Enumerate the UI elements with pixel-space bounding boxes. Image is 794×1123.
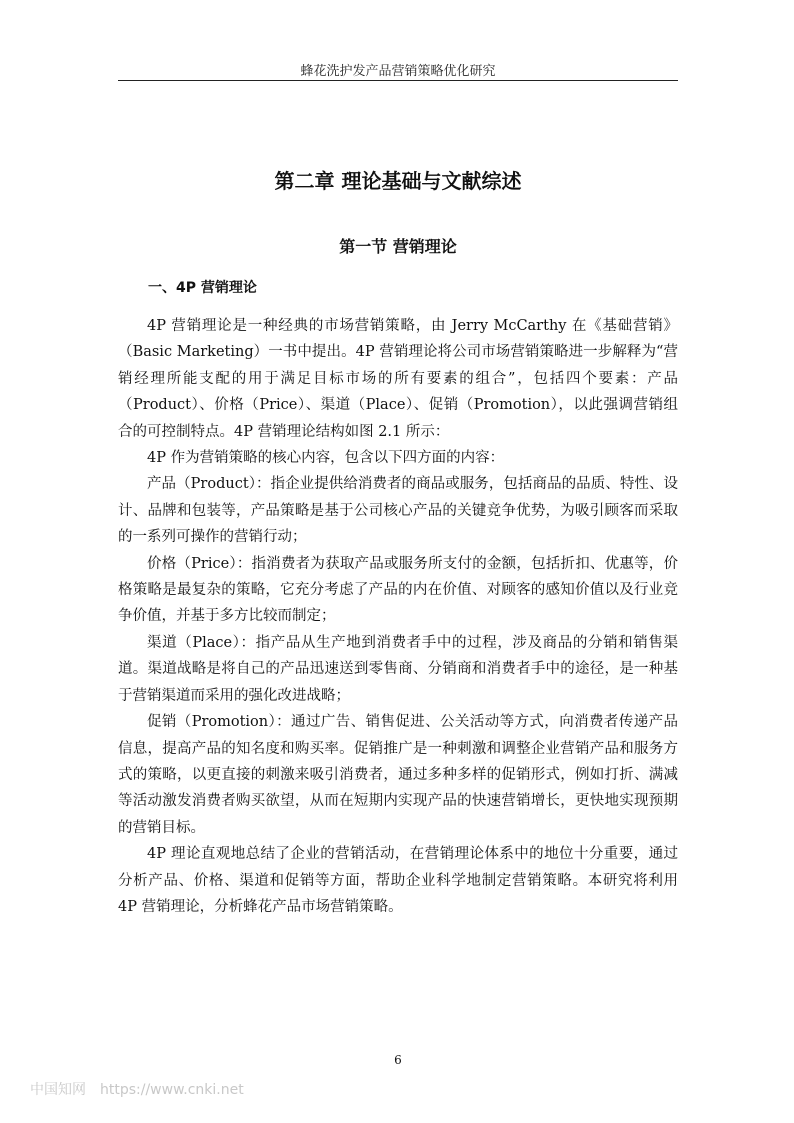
section-title: 第一节 营销理论 bbox=[339, 237, 457, 256]
subsection-title: 一、4P 营销理论 bbox=[148, 280, 257, 296]
paragraph-product: 产品（Product）：指企业提供给消费者的商品或服务，包括商品的品质、特性、设计、品牌和包装等，产品策略是基于公司核心产品的关键竞争优势，为吸引顾客而采取的一系列可操作的营销行动； bbox=[118, 476, 678, 546]
page-number: 6 bbox=[394, 1053, 402, 1067]
chapter-title: 第二章 理论基础与文献综述 bbox=[274, 169, 522, 193]
watermark bbox=[30, 1080, 258, 1100]
paragraph-place: 渠道（Place）：指产品从生产地到消费者手中的过程，涉及商品的分销和销售渠道。渠道战略是将自己的产品迅速送到零售商、分销商和消费者手中的途径，是一种基于营销渠道而采用的强化改进战略； bbox=[118, 634, 678, 704]
body-text bbox=[118, 313, 678, 920]
running-header: 蜂花洗护发产品营销策略优化研究 bbox=[300, 64, 496, 79]
paragraph-intro: 4P 营销理论是一种经典的市场营销策略，由 Jerry McCarthy 在《基础营销》（Basic Marketing）一书中提出。4P 营销理论将公司市场营销策略进一步解释为“营销经理所能支配的用于满足目标市场的所有要素的组合”，包括四个要素：产品（Product）、价格（Price）、渠道（Place）、促销（Promotion），以此强调营销组合的可控制特点。4P 营销理论结构如图 2.1 所示： bbox=[118, 318, 678, 440]
paragraph-summary: 4P 理论直观地总结了企业的营销活动，在营销理论体系中的地位十分重要，通过分析产品、价格、渠道和促销等方面，帮助企业科学地制定营销策略。本研究将利用 4P 营销理论，分析蜂花产品市场营销策略。 bbox=[118, 846, 678, 915]
paragraph-price: 价格（Price）：指消费者为获取产品或服务所支付的金额，包括折扣、优惠等，价格策略是最复杂的策略，它充分考虑了产品的内在价值、对顾客的感知价值以及行业竞争价值，并基于多方比较而制定； bbox=[118, 555, 678, 625]
header-rule bbox=[118, 80, 678, 81]
watermark-url: https://www.cnki.net bbox=[100, 1082, 244, 1098]
paragraph-overview: 4P 作为营销策略的核心内容，包含以下四方面的内容： bbox=[147, 450, 505, 467]
watermark-site-name: 中国知网 bbox=[30, 1082, 86, 1098]
paragraph-promotion: 促销（Promotion）：通过广告、销售促进、公关活动等方式，向消费者传递产品信息，提高产品的知名度和购买率。促销推广是一种刺激和调整企业营销产品和服务方式的策略，以更直接的刺激来吸引消费者，通过多种多样的促销形式，例如打折、满减等活动激发消费者购买欲望，从而在短期内实现产品的快速营销增长，更快地实现预期的营销目标。 bbox=[118, 714, 678, 836]
